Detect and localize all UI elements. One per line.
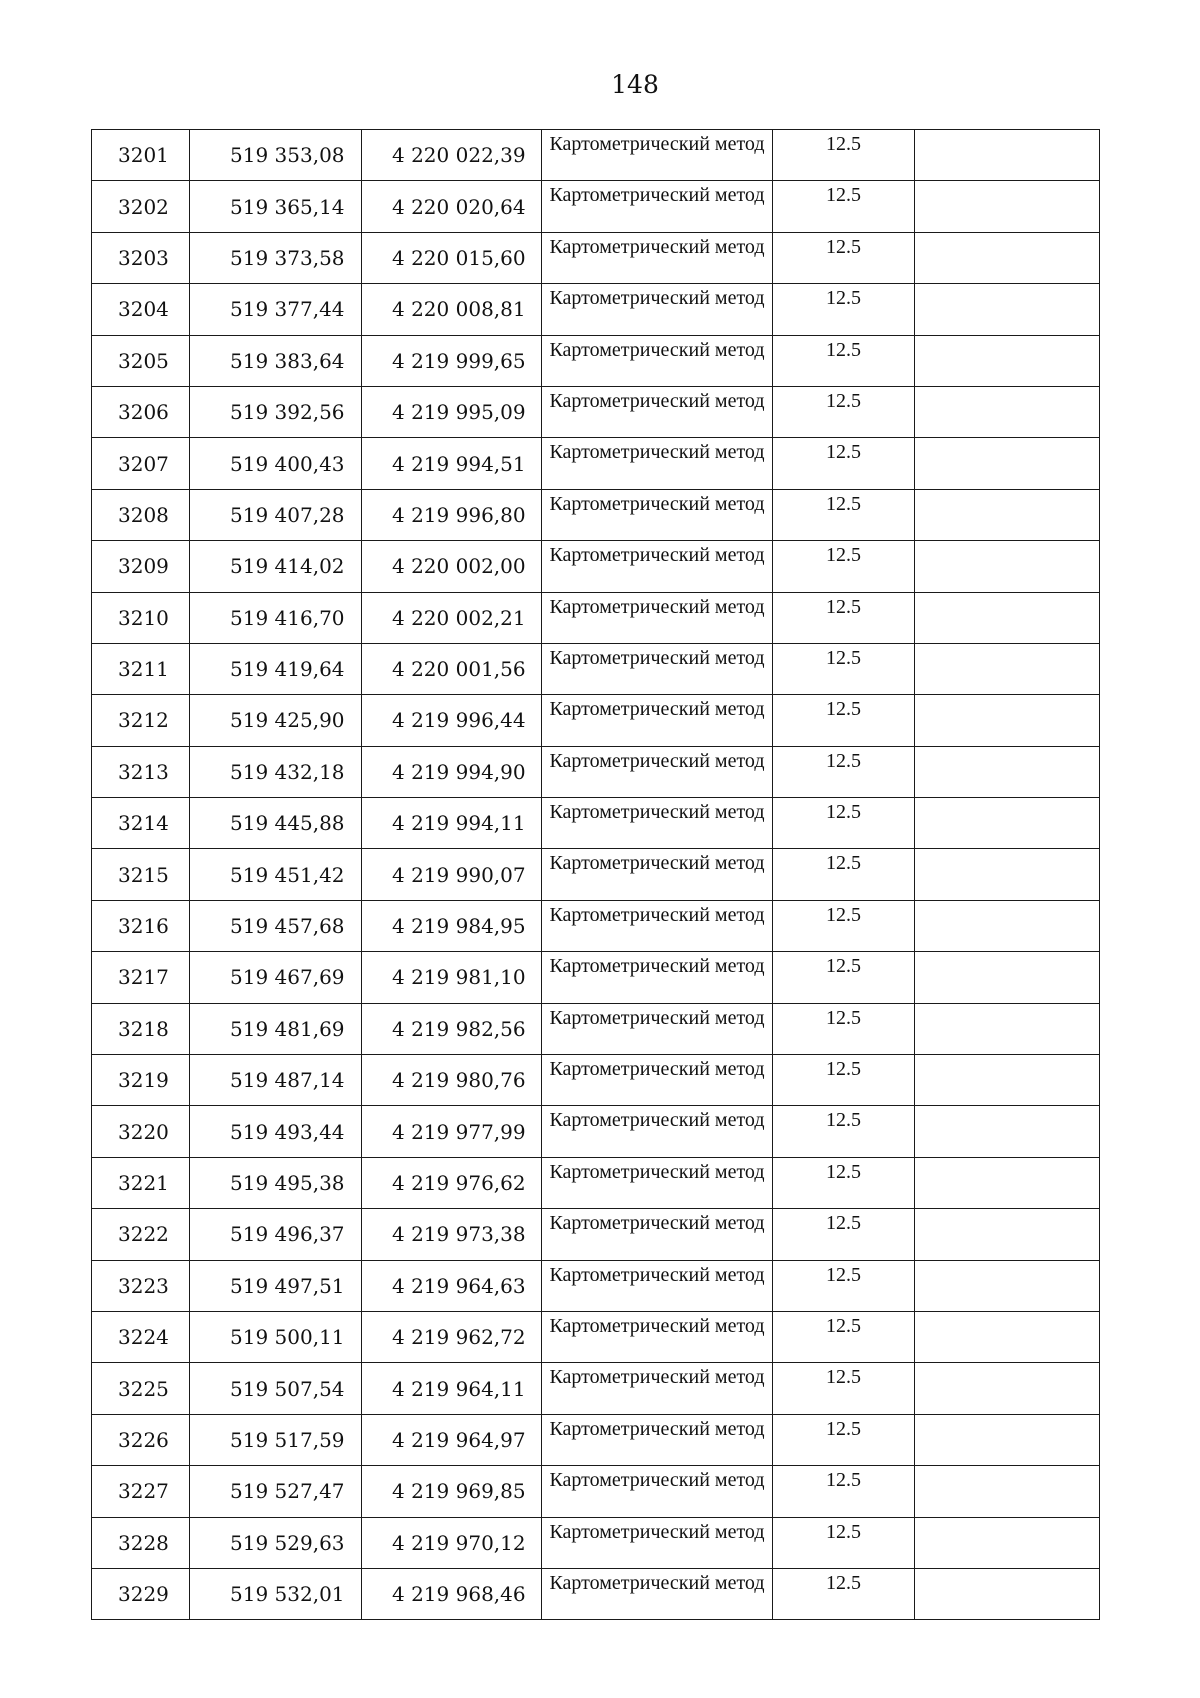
accuracy-cell: 12.5 [773, 849, 915, 900]
x-coordinate-cell: 519 414,02 [190, 541, 362, 592]
y-coordinate-cell: 4 219 964,11 [362, 1363, 542, 1414]
x-coordinate-cell: 519 392,56 [190, 386, 362, 437]
x-coordinate-cell: 519 529,63 [190, 1517, 362, 1568]
x-coordinate-cell: 519 495,38 [190, 1157, 362, 1208]
accuracy-cell: 12.5 [773, 284, 915, 335]
empty-cell [915, 130, 1100, 181]
method-cell: Картометрический метод [542, 130, 773, 181]
x-coordinate-cell: 519 532,01 [190, 1568, 362, 1619]
table-row [92, 284, 1100, 335]
empty-cell [915, 1260, 1100, 1311]
table-row [92, 541, 1100, 592]
point-number-cell: 3228 [92, 1517, 190, 1568]
method-cell: Картометрический метод [542, 181, 773, 232]
empty-cell [915, 1209, 1100, 1260]
method-cell: Картометрический метод [542, 592, 773, 643]
point-number-cell: 3223 [92, 1260, 190, 1311]
table-row [92, 1363, 1100, 1414]
empty-cell [915, 489, 1100, 540]
point-number-cell: 3204 [92, 284, 190, 335]
y-coordinate-cell: 4 219 984,95 [362, 900, 542, 951]
point-number-cell: 3201 [92, 130, 190, 181]
table-row [92, 695, 1100, 746]
table-row [92, 386, 1100, 437]
y-coordinate-cell: 4 219 994,11 [362, 798, 542, 849]
x-coordinate-cell: 519 419,64 [190, 643, 362, 694]
y-coordinate-cell: 4 220 015,60 [362, 232, 542, 283]
x-coordinate-cell: 519 517,59 [190, 1414, 362, 1465]
y-coordinate-cell: 4 219 990,07 [362, 849, 542, 900]
method-cell: Картометрический метод [542, 335, 773, 386]
accuracy-cell: 12.5 [773, 232, 915, 283]
y-coordinate-cell: 4 219 977,99 [362, 1106, 542, 1157]
method-cell: Картометрический метод [542, 798, 773, 849]
method-cell: Картометрический метод [542, 1055, 773, 1106]
x-coordinate-cell: 519 496,37 [190, 1209, 362, 1260]
point-number-cell: 3213 [92, 746, 190, 797]
accuracy-cell: 12.5 [773, 695, 915, 746]
accuracy-cell: 12.5 [773, 746, 915, 797]
point-number-cell: 3229 [92, 1568, 190, 1619]
y-coordinate-cell: 4 219 999,65 [362, 335, 542, 386]
table-body [92, 130, 1100, 1620]
empty-cell [915, 695, 1100, 746]
empty-cell [915, 335, 1100, 386]
accuracy-cell: 12.5 [773, 1568, 915, 1619]
y-coordinate-cell: 4 219 970,12 [362, 1517, 542, 1568]
method-cell: Картометрический метод [542, 1414, 773, 1465]
accuracy-cell: 12.5 [773, 1157, 915, 1208]
empty-cell [915, 592, 1100, 643]
method-cell: Картометрический метод [542, 746, 773, 797]
accuracy-cell: 12.5 [773, 489, 915, 540]
y-coordinate-cell: 4 219 964,63 [362, 1260, 542, 1311]
empty-cell [915, 438, 1100, 489]
accuracy-cell: 12.5 [773, 438, 915, 489]
method-cell: Картометрический метод [542, 1311, 773, 1362]
empty-cell [915, 1466, 1100, 1517]
y-coordinate-cell: 4 219 994,90 [362, 746, 542, 797]
x-coordinate-cell: 519 457,68 [190, 900, 362, 951]
method-cell: Картометрический метод [542, 952, 773, 1003]
empty-cell [915, 284, 1100, 335]
accuracy-cell: 12.5 [773, 335, 915, 386]
point-number-cell: 3224 [92, 1311, 190, 1362]
table-row [92, 335, 1100, 386]
y-coordinate-cell: 4 220 002,21 [362, 592, 542, 643]
y-coordinate-cell: 4 220 002,00 [362, 541, 542, 592]
empty-cell [915, 541, 1100, 592]
point-number-cell: 3227 [92, 1466, 190, 1517]
point-number-cell: 3219 [92, 1055, 190, 1106]
x-coordinate-cell: 519 481,69 [190, 1003, 362, 1054]
accuracy-cell: 12.5 [773, 181, 915, 232]
point-number-cell: 3203 [92, 232, 190, 283]
x-coordinate-cell: 519 377,44 [190, 284, 362, 335]
y-coordinate-cell: 4 220 008,81 [362, 284, 542, 335]
x-coordinate-cell: 519 425,90 [190, 695, 362, 746]
empty-cell [915, 746, 1100, 797]
method-cell: Картометрический метод [542, 900, 773, 951]
table-row [92, 1157, 1100, 1208]
method-cell: Картометрический метод [542, 1363, 773, 1414]
table-row [92, 181, 1100, 232]
accuracy-cell: 12.5 [773, 1517, 915, 1568]
x-coordinate-cell: 519 527,47 [190, 1466, 362, 1517]
point-number-cell: 3215 [92, 849, 190, 900]
y-coordinate-cell: 4 219 982,56 [362, 1003, 542, 1054]
point-number-cell: 3210 [92, 592, 190, 643]
empty-cell [915, 1568, 1100, 1619]
accuracy-cell: 12.5 [773, 541, 915, 592]
accuracy-cell: 12.5 [773, 1311, 915, 1362]
y-coordinate-cell: 4 219 996,44 [362, 695, 542, 746]
point-number-cell: 3206 [92, 386, 190, 437]
table-row [92, 1260, 1100, 1311]
method-cell: Картометрический метод [542, 1260, 773, 1311]
accuracy-cell: 12.5 [773, 1466, 915, 1517]
table-row [92, 1414, 1100, 1465]
method-cell: Картометрический метод [542, 438, 773, 489]
y-coordinate-cell: 4 219 976,62 [362, 1157, 542, 1208]
empty-cell [915, 1157, 1100, 1208]
point-number-cell: 3214 [92, 798, 190, 849]
table-row [92, 1568, 1100, 1619]
accuracy-cell: 12.5 [773, 900, 915, 951]
empty-cell [915, 1003, 1100, 1054]
method-cell: Картометрический метод [542, 849, 773, 900]
method-cell: Картометрический метод [542, 386, 773, 437]
table-row [92, 592, 1100, 643]
accuracy-cell: 12.5 [773, 130, 915, 181]
point-number-cell: 3207 [92, 438, 190, 489]
empty-cell [915, 849, 1100, 900]
table-row [92, 849, 1100, 900]
accuracy-cell: 12.5 [773, 1414, 915, 1465]
empty-cell [915, 798, 1100, 849]
accuracy-cell: 12.5 [773, 952, 915, 1003]
method-cell: Картометрический метод [542, 1209, 773, 1260]
x-coordinate-cell: 519 467,69 [190, 952, 362, 1003]
method-cell: Картометрический метод [542, 1157, 773, 1208]
accuracy-cell: 12.5 [773, 1363, 915, 1414]
accuracy-cell: 12.5 [773, 1260, 915, 1311]
y-coordinate-cell: 4 219 996,80 [362, 489, 542, 540]
accuracy-cell: 12.5 [773, 798, 915, 849]
accuracy-cell: 12.5 [773, 1106, 915, 1157]
point-number-cell: 3217 [92, 952, 190, 1003]
x-coordinate-cell: 519 407,28 [190, 489, 362, 540]
method-cell: Картометрический метод [542, 1517, 773, 1568]
empty-cell [915, 1311, 1100, 1362]
table-row [92, 746, 1100, 797]
x-coordinate-cell: 519 487,14 [190, 1055, 362, 1106]
y-coordinate-cell: 4 219 964,97 [362, 1414, 542, 1465]
x-coordinate-cell: 519 416,70 [190, 592, 362, 643]
method-cell: Картометрический метод [542, 1466, 773, 1517]
y-coordinate-cell: 4 219 973,38 [362, 1209, 542, 1260]
table-row [92, 489, 1100, 540]
y-coordinate-cell: 4 219 968,46 [362, 1568, 542, 1619]
table-row [92, 1466, 1100, 1517]
point-number-cell: 3226 [92, 1414, 190, 1465]
table-row [92, 798, 1100, 849]
empty-cell [915, 900, 1100, 951]
table-row [92, 232, 1100, 283]
y-coordinate-cell: 4 219 980,76 [362, 1055, 542, 1106]
accuracy-cell: 12.5 [773, 386, 915, 437]
x-coordinate-cell: 519 383,64 [190, 335, 362, 386]
table-row [92, 1209, 1100, 1260]
page-number: 148 [611, 70, 659, 99]
x-coordinate-cell: 519 451,42 [190, 849, 362, 900]
point-number-cell: 3208 [92, 489, 190, 540]
accuracy-cell: 12.5 [773, 643, 915, 694]
point-number-cell: 3222 [92, 1209, 190, 1260]
table-row [92, 1311, 1100, 1362]
x-coordinate-cell: 519 507,54 [190, 1363, 362, 1414]
empty-cell [915, 1106, 1100, 1157]
empty-cell [915, 181, 1100, 232]
x-coordinate-cell: 519 373,58 [190, 232, 362, 283]
accuracy-cell: 12.5 [773, 592, 915, 643]
x-coordinate-cell: 519 493,44 [190, 1106, 362, 1157]
y-coordinate-cell: 4 220 020,64 [362, 181, 542, 232]
x-coordinate-cell: 519 400,43 [190, 438, 362, 489]
point-number-cell: 3211 [92, 643, 190, 694]
table-row [92, 900, 1100, 951]
accuracy-cell: 12.5 [773, 1003, 915, 1054]
table-row [92, 1106, 1100, 1157]
y-coordinate-cell: 4 220 001,56 [362, 643, 542, 694]
method-cell: Картометрический метод [542, 1568, 773, 1619]
method-cell: Картометрический метод [542, 643, 773, 694]
method-cell: Картометрический метод [542, 1003, 773, 1054]
coordinates-table [91, 129, 1100, 1620]
method-cell: Картометрический метод [542, 1106, 773, 1157]
empty-cell [915, 232, 1100, 283]
x-coordinate-cell: 519 500,11 [190, 1311, 362, 1362]
point-number-cell: 3209 [92, 541, 190, 592]
method-cell: Картометрический метод [542, 541, 773, 592]
point-number-cell: 3216 [92, 900, 190, 951]
empty-cell [915, 1055, 1100, 1106]
point-number-cell: 3205 [92, 335, 190, 386]
empty-cell [915, 386, 1100, 437]
y-coordinate-cell: 4 219 995,09 [362, 386, 542, 437]
table-row [92, 1517, 1100, 1568]
method-cell: Картометрический метод [542, 695, 773, 746]
point-number-cell: 3218 [92, 1003, 190, 1054]
table-row [92, 438, 1100, 489]
table-row [92, 952, 1100, 1003]
point-number-cell: 3220 [92, 1106, 190, 1157]
method-cell: Картометрический метод [542, 284, 773, 335]
point-number-cell: 3221 [92, 1157, 190, 1208]
empty-cell [915, 1363, 1100, 1414]
method-cell: Картометрический метод [542, 232, 773, 283]
x-coordinate-cell: 519 432,18 [190, 746, 362, 797]
x-coordinate-cell: 519 353,08 [190, 130, 362, 181]
point-number-cell: 3225 [92, 1363, 190, 1414]
table-row [92, 643, 1100, 694]
y-coordinate-cell: 4 219 981,10 [362, 952, 542, 1003]
x-coordinate-cell: 519 445,88 [190, 798, 362, 849]
accuracy-cell: 12.5 [773, 1209, 915, 1260]
point-number-cell: 3212 [92, 695, 190, 746]
y-coordinate-cell: 4 220 022,39 [362, 130, 542, 181]
point-number-cell: 3202 [92, 181, 190, 232]
y-coordinate-cell: 4 219 994,51 [362, 438, 542, 489]
table-row [92, 1055, 1100, 1106]
method-cell: Картометрический метод [542, 489, 773, 540]
table-row [92, 1003, 1100, 1054]
empty-cell [915, 1414, 1100, 1465]
empty-cell [915, 1517, 1100, 1568]
x-coordinate-cell: 519 497,51 [190, 1260, 362, 1311]
table-row [92, 130, 1100, 181]
empty-cell [915, 952, 1100, 1003]
y-coordinate-cell: 4 219 962,72 [362, 1311, 542, 1362]
accuracy-cell: 12.5 [773, 1055, 915, 1106]
y-coordinate-cell: 4 219 969,85 [362, 1466, 542, 1517]
x-coordinate-cell: 519 365,14 [190, 181, 362, 232]
empty-cell [915, 643, 1100, 694]
